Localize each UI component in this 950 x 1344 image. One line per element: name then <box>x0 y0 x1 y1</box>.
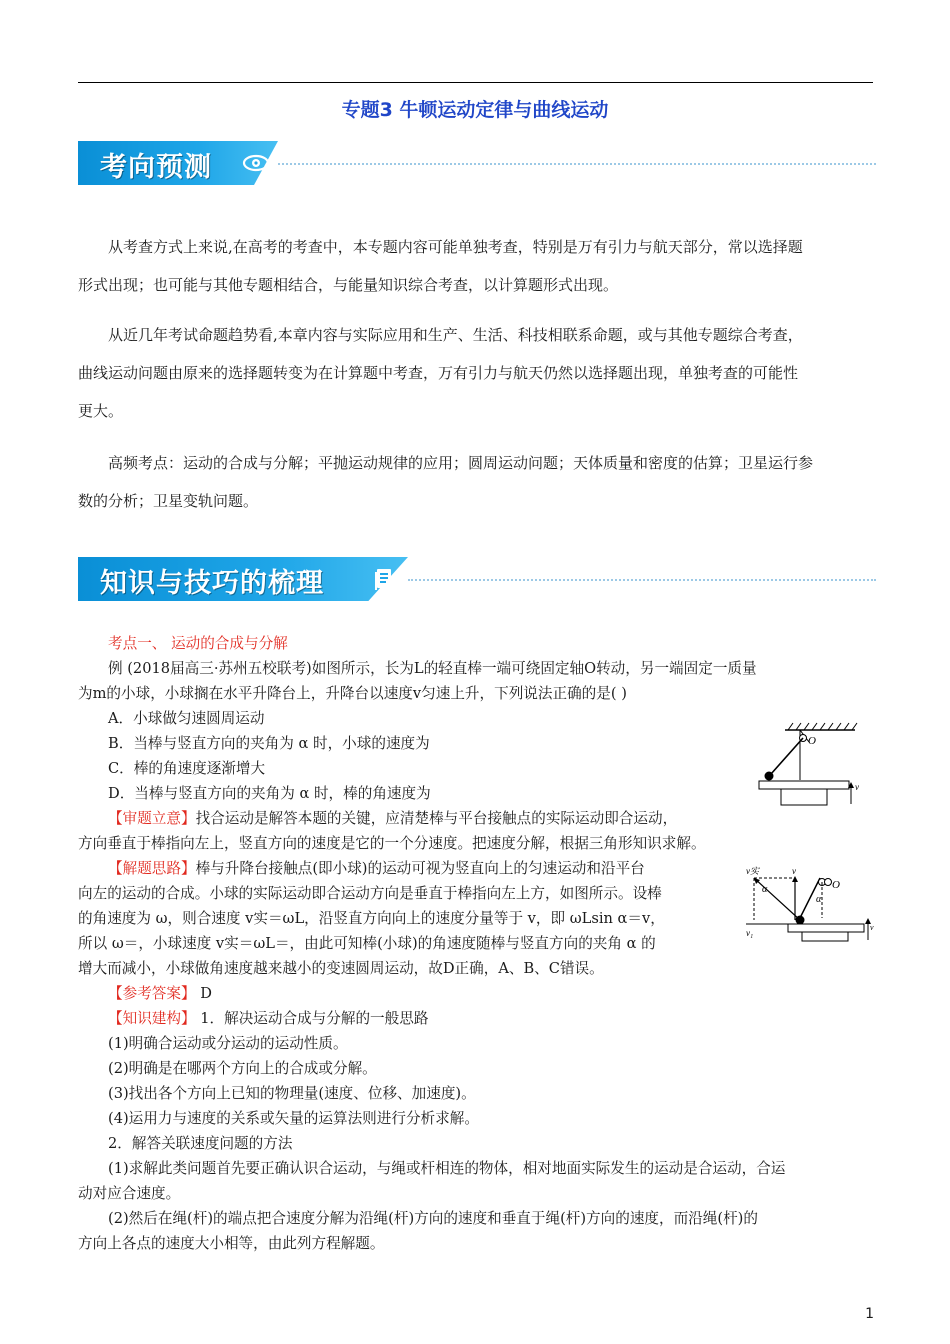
zhishi-label: 【知识建构】 <box>108 1010 196 1027</box>
example-line: 为m的小球，小球搁在水平升降台上，升降台以速度v匀速上升，下列说法正确的是( ) <box>78 685 627 702</box>
example-line: 例 (2018届高三·苏州五校联考)如图所示，长为L的轻直棒一端可绕固定轴O转动，另一端固定一质量 <box>108 660 757 677</box>
fig2-v-label: v <box>792 866 796 876</box>
fig2-alpha2: α <box>816 894 822 905</box>
section-banner-forecast <box>78 141 878 185</box>
answer-label: 【参考答案】 <box>108 985 196 1002</box>
banner-title: 知识与技巧的梳理 <box>100 568 324 599</box>
intro-paragraph-3: 高频考点：运动的合成与分解；平抛运动规律的应用；圆周运动问题；天体质量和密度的估算；卫星运行参 数的分析；卫星变轨问题。 <box>78 454 814 510</box>
fig1-pivot-label: O <box>808 735 816 747</box>
eye-icon <box>242 149 270 177</box>
fig2-right-label: v <box>870 923 874 932</box>
option-b: B．当棒与竖直方向的夹角为 α 时，小球的速度为 <box>108 735 430 752</box>
kaodian-heading: 考点一、 运动的合成与分解 <box>108 635 288 652</box>
fig2-vs-label: v实 <box>746 866 759 876</box>
section-banner-knowledge <box>78 557 878 601</box>
knowledge-body: 考点一、 运动的合成与分解 例 (2018届高三·苏州五校联考)如图所示，长为L的轻直棒一端可绕固定轴O转动，另一端固定一质量 为m的小球，小球搁在水平升降台上，升降台以速度v匀速上升，下列说法正确的是( ) A．小球做匀速圆周运动 B．当棒与竖直方向的夹角为 α 时，小球的速度为 C．棒的角速度逐渐增大 D．当棒与竖直方向的夹角为 α 时，棒的角速度为 【审题立意】找合运动是解答本题的关键，应清楚棒与平台接触点的实际运动即合运动， 方向垂直于棒指向左上，竖直方向的速度是它的一个分速度。把速度分解，根据三角形知识求解。 【解题思路】棒与升降台接触点(即小球)的运动可视为竖直向上的匀速运动和沿平台 向左的运动的合成。小球的实际运动即合运动方向是垂直于棒指向左上方，如图所示。设棒 的角速度为 ω，则合速度 v实＝ωL，沿竖直方向向上的速度分量等于 v，即 ωLsin α＝v， 所以 ω＝，小球速度 v实＝ωL＝，由此可知棒(小球)的角速度随棒与竖直方向的夹角 α 的 增大而减小，小球做角速度越来越小的变速圆周运动，故D正确，A、B、C错误。 【参考答案】 D 【知识建构】 1．解决运动合成与分解的一般思路 (1)明确合运动或分运动的运动性质。 (2)明确是在哪两个方向上的合成或分解。 (3)找出各个方向上已知的物理量(速度、位移、加速度)。 (4)运用力与速度的关系或矢量的运算法则进行分析求解。 2．解答关联速度问题的方法 (1)求解此类问题首先要正确认识合运动，与绳或杆相连的物体，相对地面实际发生的运动是合运动，合运 动对应合速度。 (2)然后在绳(杆)的端点把合速度分解为沿绳(杆)方向的速度和垂直于绳(杆)方向的速度，而沿绳(杆)的 方向上各点的速度大小相等，由此列方程解题。 <box>78 631 874 1256</box>
header-rule <box>78 82 873 83</box>
document-title: 专题3 牛顿运动定律与曲线运动 <box>341 99 609 121</box>
fig2-alpha1: α <box>762 884 768 895</box>
fig1-velocity-label: v <box>855 782 859 792</box>
page-number: 1 <box>865 1306 874 1322</box>
jieti-label: 【解题思路】 <box>108 860 196 877</box>
intro-paragraph-2: 从近几年考试命题趋势看,本章内容与实际应用和生产、生活、科技相联系命题，或与其他专题综合考查， 曲线运动问题由原来的选择题转变为在计算题中考查，万有引力与航天仍然以选择题出现，单独考查的可能性 更大。 <box>78 326 803 420</box>
banner-dotted-line <box>408 579 876 581</box>
document-icon <box>370 565 398 593</box>
intro-paragraph-1: 从考查方式上来说,在高考的考查中，本专题内容可能单独考查，特别是万有引力与航天部分，常以选择题 形式出现；也可能与其他专题相结合，与能量知识综合考查，以计算题形式出现。 <box>78 238 803 294</box>
option-d: D．当棒与竖直方向的夹角为 α 时，棒的角速度为 <box>108 785 431 802</box>
figure-velocity-decomposition <box>740 862 875 942</box>
figure-rod-platform <box>755 720 865 810</box>
banner-dotted-line <box>278 163 876 165</box>
option-c: C．棒的角速度逐渐增大 <box>108 760 266 777</box>
shenti-label: 【审题立意】 <box>108 810 196 827</box>
banner-title: 考向预测 <box>100 152 212 183</box>
option-a: A．小球做匀速圆周运动 <box>108 710 265 727</box>
fig2-v1-label: v₁ <box>746 928 754 938</box>
fig2-pivot-label: O <box>832 879 840 891</box>
